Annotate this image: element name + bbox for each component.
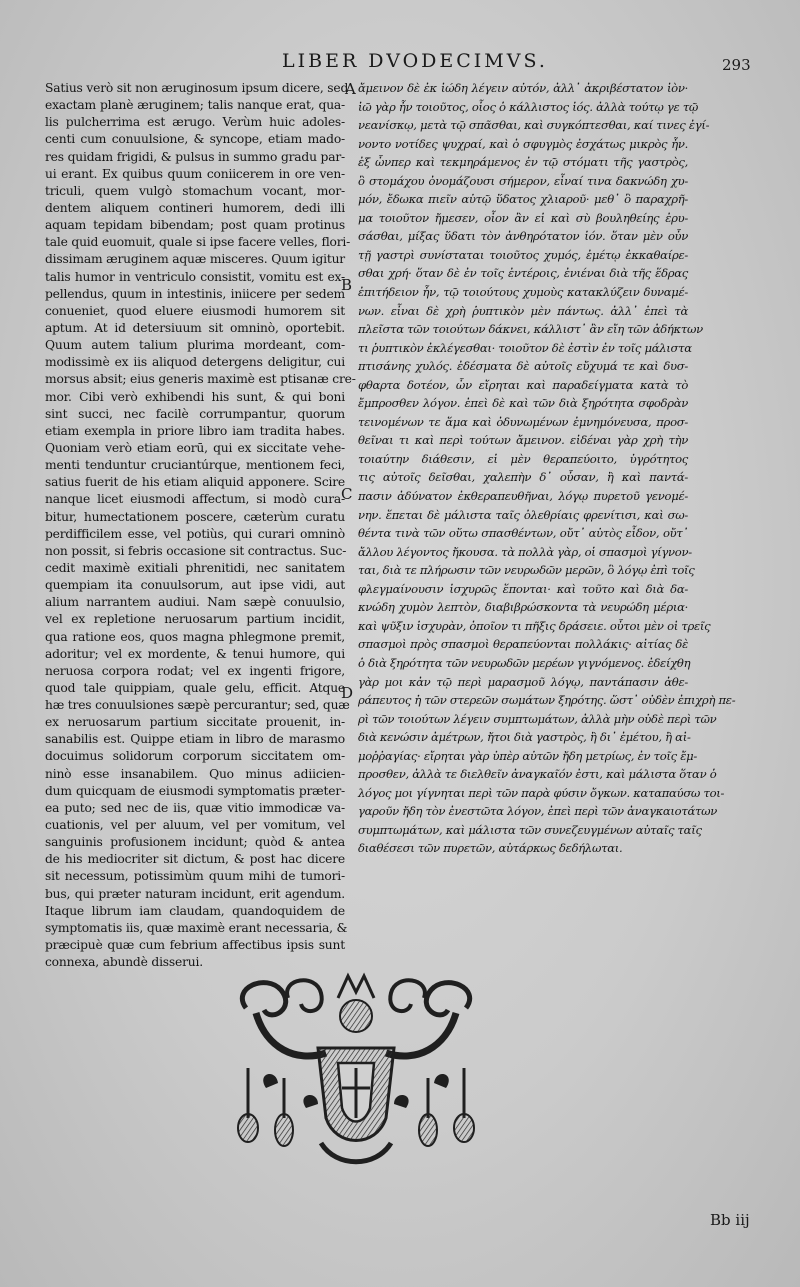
latin-text-line: dentem aliquem contineri humorem, dedi illi bbox=[45, 200, 345, 215]
greek-text-line: φλεγμαίνουσιν ἰσχυρῶς ἕπονται· καὶ τοῦτο καὶ διὰ δα- bbox=[358, 581, 688, 596]
latin-text-line: alium narrantem audiui. Nam sæpè conuulsio, bbox=[45, 595, 345, 610]
latin-text-line: morsus absit; eius generis maximè est ptisanæ cre- bbox=[45, 372, 356, 387]
greek-text-line: μα τοιοῦτον ἤμεσεν, οἷον ἂν εἰ καὶ σὺ βουληθείης ἐρυ- bbox=[358, 210, 688, 225]
latin-text-line: de his mediocriter sit dictum, & post hac dicere bbox=[45, 852, 345, 867]
greek-text-line: πλεῖστα τῶν τοιούτων δάκνει, κάλλιστ᾽ ἂν εἴη τῶν ἀδήκτων bbox=[358, 322, 703, 337]
greek-text-line: ἄλλου λέγοντος ἤκουσα. τὰ πολλὰ γὰρ, οἱ σπασμοὶ γίγνον- bbox=[358, 544, 692, 559]
greek-text-line: μοῤῥαγίας· εἴρηται γὰρ ὑπὲρ αὐτῶν ἤδη μετρίως, ἐν τοῖς ἔμ- bbox=[358, 748, 698, 763]
greek-text-line: νοντο νοτίδες ψυχραί, καὶ ὁ σφυγμὸς ἐσχάτως μικρὸς ἦν. bbox=[358, 136, 688, 151]
latin-text-line: non possit, si febris occasione sit contractus. Suc- bbox=[45, 543, 347, 558]
latin-text-line: qua ratione eos, quos magna phlegmone premit, bbox=[45, 629, 345, 644]
greek-text-line: τις αὐτοῖς δεῖσθαι, χαλεπὴν δ᾽ οὖσαν, ἢ καὶ παντά- bbox=[358, 470, 688, 485]
latin-text-line: aptum. At id detersiuum sit omninò, oportebit. bbox=[45, 320, 345, 335]
margin-marker-b: B bbox=[341, 276, 353, 294]
margin-marker-c: C bbox=[341, 485, 353, 503]
latin-text-line: ea puto; sed nec de iis, quæ vitio immodicæ va- bbox=[45, 800, 345, 815]
latin-text-line: aquam tepidam bibendam; post quam protinus bbox=[45, 218, 345, 233]
latin-text-line: sint succi, nec facilè corrumpantur, quorum bbox=[45, 406, 345, 421]
greek-text-line: συμπτωμάτων, καὶ μάλιστα τῶν συνεζευγμένων αὐταῖς ταῖς bbox=[358, 822, 702, 837]
greek-text-line: ὁ διὰ ξηρότητα τῶν νευρωδῶν μερέων γιγνόμενος. ἐδείχθη bbox=[358, 655, 691, 670]
greek-text-line: ἰῶ γὰρ ἦν τοιοῦτος, οἷος ὁ κάλλιστος ἰός. ἀλλὰ τούτῳ γε τῷ bbox=[358, 99, 699, 114]
latin-text-line: menti tenduntur cruciantúrque, mentionem feci, bbox=[45, 458, 345, 473]
greek-text-line: τοιαύτην διάθεσιν, εἰ μὲν θεραπεύοιτο, ὑγρότητος bbox=[358, 451, 688, 466]
latin-text-line: Itaque librum iam claudam, quandoquidem de bbox=[45, 903, 345, 918]
latin-text-line: vel ex repletione neruosarum partium incidit, bbox=[45, 612, 345, 627]
latin-text-line: neruosa corpora rodat; vel ex ingenti frigore, bbox=[45, 663, 345, 678]
greek-text-line: ἐξ ὧνπερ καὶ τεκμηράμενος ἐν τῷ στόματι τῆς γαστρὸς, bbox=[358, 155, 688, 170]
greek-text-line: ἄμεινον δὲ ἐκ ἰώδη λέγειν αὐτόν, ἀλλ᾽ ἀκριβέστατον ἰὸν· bbox=[358, 81, 688, 95]
latin-text-line: quempiam ita conuulsorum, aut ipse vidi, aut bbox=[45, 578, 345, 593]
latin-text-line: Satius verò sit non æruginosum ipsum dicere, sed bbox=[45, 81, 349, 95]
latin-text-line: præcipuè quæ cum febrium affectibus ipsis sunt bbox=[45, 938, 345, 953]
latin-text-line: bitur, humectationem poscere, cæterùm curatu bbox=[45, 509, 345, 524]
greek-text-line: νεανίσκῳ, μετὰ τῷ σπᾶσθαι, καὶ συγκόπτεσθαι, καί τινες ἐγί- bbox=[358, 118, 710, 133]
greek-text-line: νων. εἶναι δὲ χρὴ ῥυπτικὸν μὲν πάντως. ἀλλ᾽ ἐπεὶ τὰ bbox=[358, 303, 688, 318]
greek-text-line: μόν, ἔδωκα πιεῖν αὐτῷ ὕδατος χλιαροῦ· μεθ᾽ ὃ παραχρῆ- bbox=[358, 192, 688, 207]
greek-text-line: τεινομένων τε ἅμα καὶ ὀδυνωμένων ἐμνημόνευσα, προσ- bbox=[358, 414, 688, 429]
greek-text-line: τι ῥυπτικὸν ἐκλέγεσθαι· τοιοῦτον δὲ ἐστὶν ἐν τοῖς μάλιστα bbox=[358, 340, 692, 355]
greek-text-line: ρὶ τῶν τοιούτων λέγειν συμπτωμάτων, ἀλλὰ μὴν οὐδὲ περὶ τῶν bbox=[358, 711, 717, 726]
greek-text-line: φθαρτα δοτέον, ὧν εἴρηται καὶ παραδείγματα κατὰ τὸ bbox=[358, 377, 688, 392]
latin-text-line: res quidam frigidi, & pulsus in summo gradu par- bbox=[45, 149, 345, 164]
latin-text-line: Quum autem talium plurima mordeant, com- bbox=[45, 338, 345, 353]
latin-text-line: nanque licet eiusmodi affectum, si modò cura- bbox=[45, 492, 345, 507]
greek-text-line: ἐπιτήδειον ἦν, τῷ τοιούτους χυμοὺς κατακλύζειν δυναμέ- bbox=[358, 285, 688, 300]
latin-text-line: centi cum conuulsione, & syncope, etiam mado- bbox=[45, 132, 345, 147]
greek-text-line: γὰρ μοι κἀν τῷ περὶ μαρασμοῦ λόγῳ, παντάπασιν ἀθε- bbox=[358, 674, 688, 689]
latin-text-line: exactam planè æruginem; talis nanque erat, qua- bbox=[45, 98, 345, 113]
latin-text-line: quod tale quippiam, quale gelu, efficit. Atque bbox=[45, 680, 345, 695]
latin-text-line: etiam exempla in priore libro iam tradita habes. bbox=[45, 423, 345, 438]
greek-text-line: θέντα τινὰ τῶν οὕτω σπασθέντων, οὔτ᾽ αὐτὸς εἶδον, οὔτ᾽ bbox=[358, 526, 688, 541]
greek-text-line: γαροῦν ἤδη τὸν ἐνεστῶτα λόγον, ἐπεὶ περὶ τῶν ἀναγκαιοτάτων bbox=[358, 804, 718, 819]
greek-text-line: ὃ στομάχου ὀνομάζουσι σήμερον, εἶναί τινα δακνώδη χυ- bbox=[358, 173, 688, 188]
greek-text-line: λόγος μοι γίγνηται περὶ τῶν παρὰ φύσιν ὄγκων. καταπαύσω τοι- bbox=[358, 785, 725, 800]
latin-text-line: bus, qui præter naturam incidunt, erit agendum. bbox=[45, 886, 345, 901]
latin-text-line: symptomatis iis, quæ maximè erant necessaria, & bbox=[45, 920, 348, 935]
latin-text-line: hæ tres conuulsiones sæpè percurantur; sed, quæ bbox=[45, 698, 350, 713]
greek-text-line: διαθέσεσι τῶν πυρετῶν, αὐτάρκως δεδήλωται. bbox=[358, 841, 623, 856]
latin-text-line: triculi, quem vulgò stomachum vocant, mor- bbox=[45, 183, 345, 198]
latin-text-line: conueniet, quod eluere eiusmodi humorem sit bbox=[45, 303, 345, 318]
latin-text-line: adoritur; vel ex mordente, & tenui humore, qui bbox=[45, 646, 345, 661]
latin-text-line: satius fuerit de his etiam aliquid apponere. Scire bbox=[45, 475, 345, 490]
woodcut-ornament bbox=[226, 968, 486, 1172]
signature-mark: Bb iij bbox=[710, 1211, 750, 1229]
greek-text-line: διὰ κενώσιν ἀμέτρων, ἤτοι διὰ γαστρὸς, ἢ δι᾽ ἐμέτου, ἢ αἱ- bbox=[358, 730, 691, 745]
greek-text-line: σθαι χρή· ὅταν δὲ ἐν τοῖς ἐντέροις, ἐνιέναι διὰ τῆς ἕδρας bbox=[358, 266, 688, 281]
greek-text-line: ἔμπροσθεν λόγον. ἐπεὶ δὲ καὶ τῶν διὰ ξηρότητα σφοδρὰν bbox=[358, 396, 688, 411]
latin-text-line: ninò esse insanabilem. Quo minus adiicien- bbox=[45, 766, 345, 781]
greek-text-line: πασιν ἀδύνατον ἐκθεραπευθῆναι, λόγῳ πυρετοῦ γενομέ- bbox=[358, 489, 688, 504]
latin-text-line: lis pulcherrima est ærugo. Verùm huic adoles- bbox=[45, 115, 345, 130]
latin-text-line: cuationis, vel per aluum, vel per vomitum, vel bbox=[45, 818, 345, 833]
latin-text-line: modissimè ex iis aliquod detergens deligitur, cui bbox=[45, 355, 345, 370]
latin-text-line: tale quid euomuit, quale si ipse facere velles, flori- bbox=[45, 235, 351, 250]
latin-text-line: mor. Cibi verò exhibendi his sunt, & qui boni bbox=[45, 389, 345, 404]
latin-text-line: talis humor in ventriculo consistit, vomitu est ex- bbox=[45, 269, 345, 284]
greek-text-line: πτισάνης χυλός. ἐδέσματα δὲ αὐτοῖς εὔχυμά τε καὶ δυσ- bbox=[358, 359, 688, 374]
page-number: 293 bbox=[722, 56, 751, 74]
greek-text-line: ράπευτος ἡ τῶν στερεῶν σωμάτων ξηρότης. ὥστ᾽ οὐδὲν ἐπιχρὴ πε- bbox=[358, 693, 736, 708]
greek-text-line: σπασμοὶ πρὸς σπασμοὶ θεραπεύονται πολλάκις· αἰτίας δὲ bbox=[358, 637, 688, 652]
margin-marker-a: A bbox=[345, 80, 356, 98]
greek-text-line: κνώδη χυμὸν λεπτὸν, διαβιβρώσκοντα τὰ νευρώδη μέρια· bbox=[358, 600, 688, 615]
greek-text-line: τῇ γαστρὶ συνίσταται τοιοῦτος χυμός, ἐμέτῳ ἐκκαθαίρε- bbox=[358, 247, 688, 262]
latin-text-line: dum quicquam de eiusmodi symptomatis præter- bbox=[45, 783, 345, 798]
latin-text-line: cedit maximè exitiali phrenitidi, nec sanitatem bbox=[45, 560, 345, 575]
greek-text-line: προσθεν, ἀλλὰ τε διελθεῖν ἀναγκαῖόν ἐστι, καὶ μάλιστα ὅταν ὁ bbox=[358, 767, 717, 782]
greek-text-line: ται, διὰ τε πλήρωσιν τῶν νευρωδῶν μερῶν, ὃ λόγῳ ἐπὶ τοῖς bbox=[358, 563, 695, 578]
latin-text-line: dissimam æruginem aquæ misceres. Quum igitur bbox=[45, 252, 345, 267]
latin-text-column bbox=[45, 80, 356, 971]
greek-text-line: σάσθαι, μίξας ὕδατι τὸν ἀνθηρότατον ἰόν. ὅταν μὲν οὖν bbox=[358, 229, 688, 244]
greek-text-column bbox=[358, 79, 736, 858]
latin-text-line: sanguinis profusionem incidunt; quòd & antea bbox=[45, 835, 345, 850]
latin-text-line: sanabilis est. Quippe etiam in libro de marasmo bbox=[45, 732, 345, 747]
latin-text-line: Quoniam verò etiam eorū, qui ex siccitate vehe- bbox=[45, 440, 345, 455]
latin-text-line: docuimus solidorum corporum siccitatem om- bbox=[45, 749, 345, 764]
latin-text-line: pellendus, quum in intestinis, iniicere per sedem bbox=[45, 286, 345, 301]
greek-text-line: νην. ἕπεται δὲ μάλιστα ταῖς ὀλεθρίαις φρενίτισι, καὶ σω- bbox=[358, 507, 688, 522]
greek-text-line: θεῖναι τι καὶ περὶ τούτων ἄμεινον. εἰδέναι γὰρ χρὴ τὴν bbox=[358, 433, 688, 448]
latin-text-line: ui erant. Ex quibus quum coniicerem in ore ven- bbox=[45, 166, 345, 181]
latin-text-line: ex neruosarum partium siccitate prouenit, in- bbox=[45, 715, 345, 730]
latin-text-line: connexa, abundè disserui. bbox=[45, 955, 203, 970]
latin-text-line: sit necessum, potissimùm quum mihi de tumori- bbox=[45, 869, 345, 884]
latin-text-line: perdifficilem esse, vel potiùs, qui curari omninò bbox=[45, 526, 345, 541]
greek-text-line: καὶ ψῦξιν ἰσχυρὰν, ὁποῖον τι πῆξις δράσειε. οὗτοι μὲν οἱ τρεῖς bbox=[358, 618, 711, 633]
margin-marker-d: D bbox=[341, 684, 354, 702]
running-head: LIBER DVODECIMVS. bbox=[282, 50, 548, 72]
